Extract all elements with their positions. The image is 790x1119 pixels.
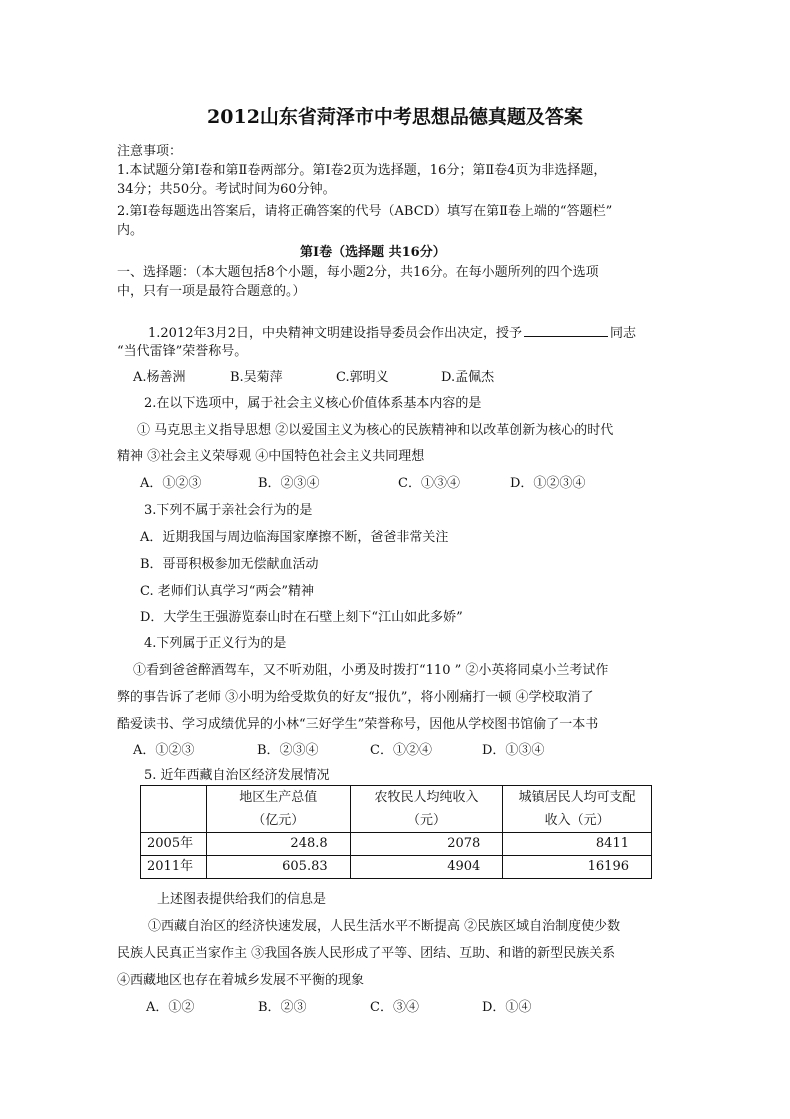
- q4-option-c: C．①②④: [370, 743, 432, 758]
- q2-line-1: ① 马克思主义指导思想 ②以爱国主义为核心的民族精神和以改革创新为核心的时代: [137, 423, 614, 438]
- q3-option-a: A．近期我国与周边临海国家摩擦不断，爸爸非常关注: [140, 530, 449, 545]
- table-header-urban: [503, 786, 652, 833]
- q2-option-b: B．②③④: [258, 476, 320, 491]
- table-row: [141, 833, 652, 856]
- q5-option-b: B．②③: [258, 1000, 307, 1015]
- q5-options: [146, 999, 531, 1017]
- notes-line-1: 1.本试题分第Ⅰ卷和第Ⅱ卷两部分。第Ⅰ卷2页为选择题，16分；第Ⅱ卷4页为非选择题，: [117, 163, 607, 178]
- table-corner-cell: [141, 786, 207, 833]
- q4-stem: 4.下列属于正义行为的是: [144, 636, 287, 651]
- q1-options: [133, 369, 494, 387]
- notes-line-3: 2.第Ⅰ卷每题选出答案后，请将正确答案的代号（ABCD）填写在第Ⅱ卷上端的“答题栏”: [117, 204, 613, 219]
- table-row: [141, 856, 652, 879]
- q1-answer-blank: [524, 323, 608, 337]
- table-header-row: [141, 786, 652, 833]
- q3-stem: 3.下列不属于亲社会行为的是: [144, 503, 313, 518]
- row-urban: 16196: [503, 856, 652, 879]
- q1-option-a: A.杨善洲: [133, 370, 186, 385]
- q4-option-b: B．②③④: [257, 743, 319, 758]
- q3-option-c: C. 老师们认真学习“两会”精神: [140, 584, 315, 599]
- row-rural: 4904: [350, 856, 503, 879]
- notes-line-2: 34分；共50分。考试时间为60分钟。: [117, 182, 336, 197]
- q4-line-1: ①看到爸爸醉酒驾车，又不听劝阻，小勇及时拨打“110 ” ②小英将同桌小兰考试作: [133, 663, 609, 678]
- q2-options: [140, 475, 585, 493]
- q4-options: [133, 742, 544, 760]
- q4-option-d: D．①③④: [482, 743, 545, 758]
- q5-prompt: 上述图表提供给我们的信息是: [157, 892, 327, 907]
- q2-option-d: D．①②③④: [510, 476, 586, 491]
- instructions-line-1: 一、选择题：（本大题包括8个小题，每小题2分，共16分。在每小题所列的四个选项: [117, 265, 599, 280]
- header-urban-label: 城镇居民人均可支配: [518, 790, 636, 805]
- header-urban-unit: 收入（元）: [544, 813, 610, 828]
- row-year: 2011年: [141, 856, 207, 879]
- q1-stem-a: 1.2012年3月2日，中央精神文明建设指导委员会作出决定，授予: [148, 326, 523, 341]
- q1-option-d: D.孟佩杰: [441, 370, 495, 385]
- economic-data-table: [140, 785, 652, 879]
- row-year: 2005年: [141, 833, 207, 856]
- row-gdp: 605.83: [206, 856, 350, 879]
- row-rural: 2078: [350, 833, 503, 856]
- notes-line-4: 内。: [117, 223, 144, 238]
- row-urban: 8411: [503, 833, 652, 856]
- section-title: 第Ⅰ卷（选择题 共16分）: [300, 245, 446, 260]
- q5-option-a: A．①②: [146, 1000, 195, 1015]
- q5-option-d: D．①④: [482, 1000, 532, 1015]
- q3-option-b: B．哥哥积极参加无偿献血活动: [140, 557, 319, 572]
- instructions-line-2: 中，只有一项是最符合题意的。）: [117, 284, 306, 299]
- q2-option-a: A．①②③: [140, 476, 202, 491]
- row-gdp: 248.8: [206, 833, 350, 856]
- q5-line-1: ①西藏自治区的经济快速发展，人民生活水平不断提高 ②民族区域自治制度使少数: [148, 919, 621, 934]
- q1-stem-c: “当代雷锋”荣誉称号。: [117, 344, 248, 359]
- header-gdp-label: 地区生产总值: [239, 790, 318, 805]
- table-header-gdp: [206, 786, 350, 833]
- q5-line-3: ④西藏地区也存在着城乡发展不平衡的现象: [117, 973, 365, 988]
- page-title: 2012山东省菏泽市中考思想品德真题及答案: [207, 106, 583, 128]
- q5-line-2: 民族人民真正当家作主 ③我国各族人民形成了平等、团结、互助、和谐的新型民族关系: [117, 946, 616, 961]
- q1-option-b: B.吴菊萍: [230, 370, 283, 385]
- q1-stem-b: 同志: [610, 326, 637, 341]
- q4-line-3: 酷爱读书、学习成绩优异的小林“三好学生”荣誉称号，因他从学校图书馆偷了一本书: [117, 717, 599, 732]
- q5-option-c: C．③④: [370, 1000, 419, 1015]
- q3-option-d: D．大学生王强游览泰山时在石壁上刻下“江山如此多娇”: [140, 610, 463, 625]
- q4-line-2: 弊的事告诉了老师 ③小明为给受欺负的好友“报仇”，将小刚痛打一顿 ④学校取消了: [117, 690, 594, 705]
- q2-line-2: 精神 ③社会主义荣辱观 ④中国特色社会主义共同理想: [117, 449, 425, 464]
- header-rural-label: 农牧民人均纯收入: [374, 790, 479, 805]
- header-rural-unit: （元）: [406, 813, 446, 828]
- q1-stem: [148, 323, 636, 343]
- q4-option-a: A．①②③: [133, 743, 195, 758]
- q2-stem: 2.在以下选项中，属于社会主义核心价值体系基本内容的是: [144, 396, 482, 411]
- q5-stem: 5. 近年西藏自治区经济发展情况: [144, 768, 330, 783]
- table-header-rural: [350, 786, 503, 833]
- q2-option-c: C．①③④: [398, 476, 460, 491]
- header-gdp-unit: （亿元）: [252, 813, 305, 828]
- notes-heading: 注意事项：: [117, 144, 183, 159]
- q1-option-c: C.郭明义: [336, 370, 389, 385]
